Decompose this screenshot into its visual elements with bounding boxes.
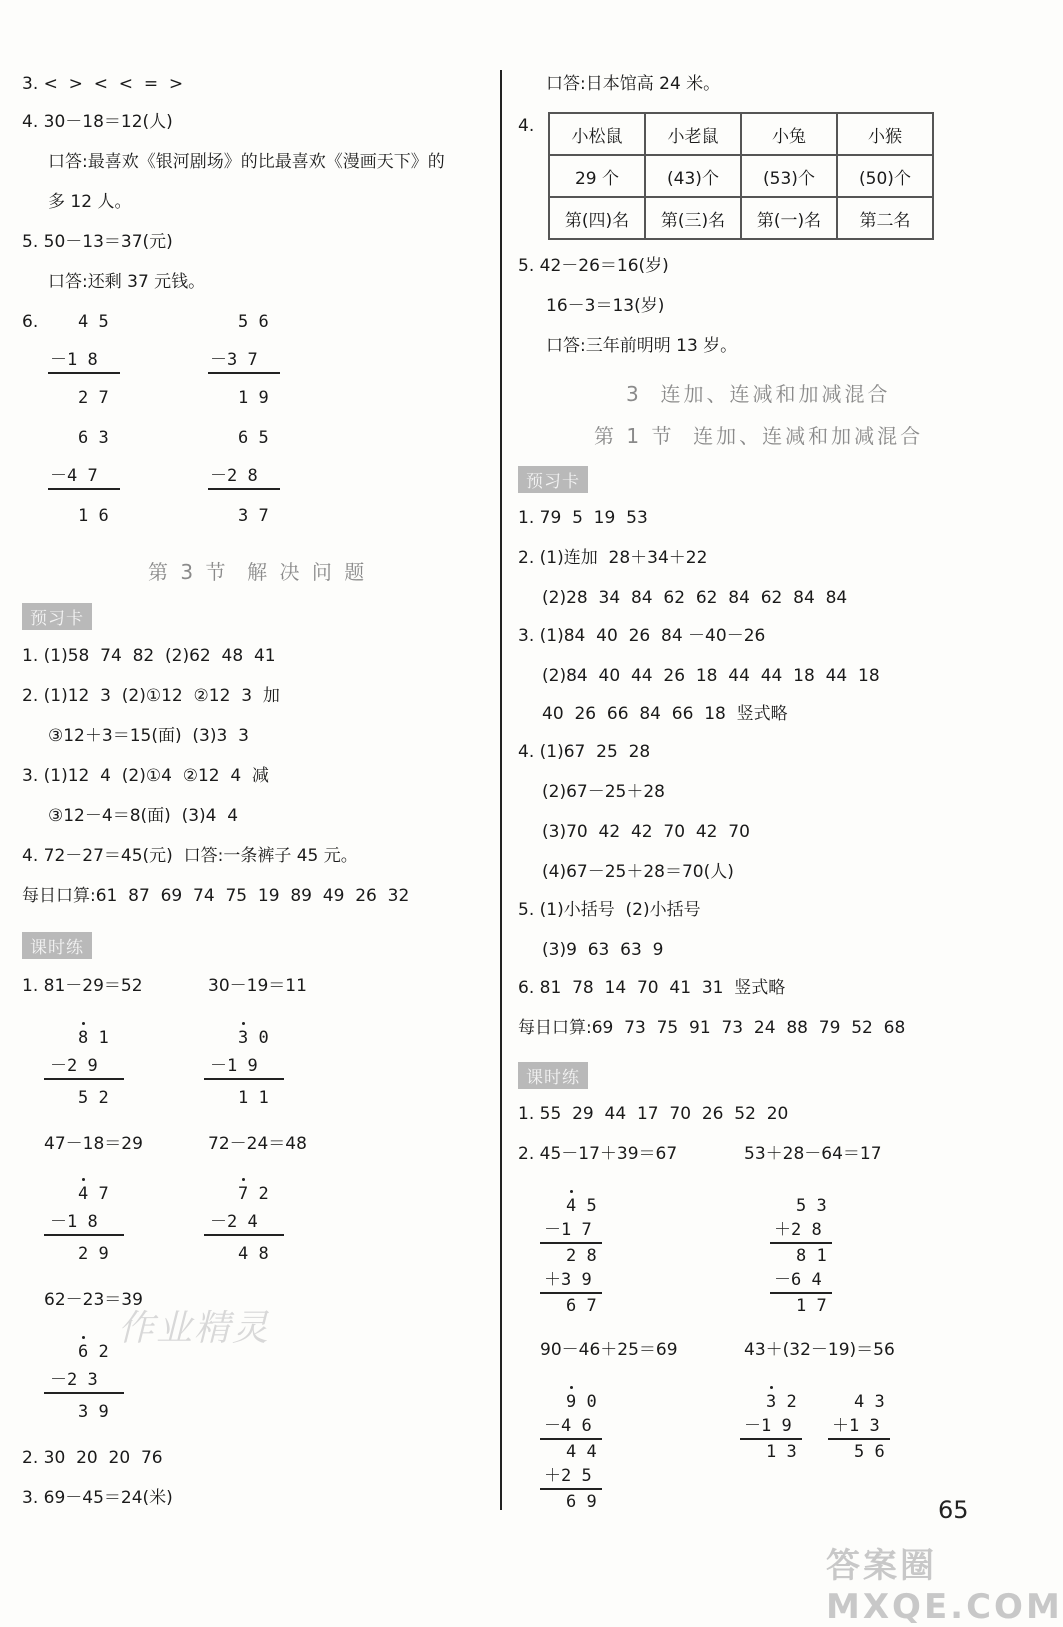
calc-rule: [770, 1242, 832, 1244]
calc-rule: [44, 1234, 124, 1236]
lesson-practice-badge: 课时练: [518, 1062, 588, 1089]
calc-line: 3 0: [238, 1028, 269, 1048]
calc-line: ＋3 9: [544, 1270, 592, 1290]
section-title: 第 3 节 解 决 问 题: [148, 560, 368, 584]
borrow-dot: [570, 1386, 573, 1389]
left-p1: 1. (1)58 74 82 (2)62 48 41: [22, 646, 276, 666]
chapter-title: 3 连加、连减和加减混合: [626, 382, 891, 406]
calc-rule: [828, 1438, 890, 1440]
calc-line: 5 6: [238, 312, 269, 332]
table-cell: 第(三)名: [645, 197, 741, 239]
calc-line: 4 7: [78, 1184, 109, 1204]
calc-line: 5 3: [796, 1196, 827, 1216]
table-cell: 小松鼠: [549, 113, 645, 155]
right-q5a: 5. 42－26＝16(岁): [518, 256, 669, 276]
calc-line: －6 4: [774, 1270, 822, 1290]
calc-line: 1 3: [766, 1442, 797, 1462]
calc-rule: [208, 372, 280, 374]
calc-line: 2 7: [78, 388, 109, 408]
table-cell: (53)个: [741, 155, 837, 197]
right-p4a: 4. (1)67 25 28: [518, 742, 651, 762]
left-k1b: 30－19＝11: [208, 976, 307, 996]
calc-line: 1 1: [238, 1088, 269, 1108]
left-p3b: ③12－4＝8(面) (3)4 4: [48, 806, 239, 826]
left-q5b: 口答:还剩 37 元钱。: [48, 272, 206, 292]
right-p2a: 2. (1)连加 28＋34＋22: [518, 548, 708, 568]
calc-line: 4 3: [854, 1392, 885, 1412]
table-row: [549, 197, 933, 239]
calc-rule: [740, 1438, 802, 1440]
calc-line: －1 7: [544, 1220, 592, 1240]
lesson-practice-badge: 课时练: [22, 932, 92, 959]
right-p5b: (3)9 63 63 9: [542, 940, 664, 960]
right-top: 口答:日本馆高 24 米。: [546, 74, 721, 94]
borrow-dot: [242, 1178, 245, 1181]
right-p3a: 3. (1)84 40 26 84 －40－26: [518, 626, 766, 646]
calc-line: ＋1 3: [832, 1416, 880, 1436]
right-p6: 6. 81 78 14 70 41 31 竖式略: [518, 978, 786, 998]
calc-line: 1 7: [796, 1296, 827, 1316]
left-p2b: ③12＋3＝15(面) (3)3 3: [48, 726, 249, 746]
calc-rule: [540, 1488, 602, 1490]
left-p3a: 3. (1)12 4 (2)①4 ②12 4 减: [22, 766, 270, 786]
section-title: 第 1 节 连加、连减和加减混合: [594, 424, 924, 448]
calc-line: 6 7: [566, 1296, 597, 1316]
calc-line: 4 8: [238, 1244, 269, 1264]
left-k1e: 62－23＝39: [44, 1290, 143, 1310]
calc-line: 3 7: [238, 506, 269, 526]
table-cell: 小老鼠: [645, 113, 741, 155]
left-k2: 2. 30 20 20 76: [22, 1448, 163, 1468]
right-k2d: 43＋(32－19)＝56: [744, 1340, 895, 1360]
right-k2b: 53＋28－64＝17: [744, 1144, 882, 1164]
right-p4b: (2)67－25＋28: [542, 782, 665, 802]
calc-line: ＋2 8: [774, 1220, 822, 1240]
calc-rule: [48, 488, 120, 490]
right-p3b: (2)84 40 44 26 18 44 44 18 44 18: [542, 666, 880, 686]
calc-rule: [540, 1438, 602, 1440]
borrow-dot: [242, 1022, 245, 1025]
calc-rule: [204, 1078, 284, 1080]
calc-line: 3 2: [766, 1392, 797, 1412]
watermark: 作业精灵: [118, 1308, 271, 1349]
left-k1a: 1. 81－29＝52: [22, 976, 143, 996]
calc-line: 4 5: [566, 1196, 597, 1216]
right-q4-label: 4.: [518, 116, 535, 136]
calc-rule: [540, 1292, 602, 1294]
right-k2c: 90－46＋25＝69: [540, 1340, 678, 1360]
calc-line: －4 7: [50, 466, 98, 486]
calc-line: 8 1: [78, 1028, 109, 1048]
preview-card-badge: 预习卡: [22, 603, 92, 630]
right-p4d: (4)67－25＋28＝70(人): [542, 862, 734, 882]
borrow-dot: [570, 1190, 573, 1193]
right-q5b: 16－3＝13(岁): [546, 296, 665, 316]
calc-line: 7 2: [238, 1184, 269, 1204]
table-cell: 第二名: [837, 197, 933, 239]
calc-line: 4 5: [78, 312, 109, 332]
right-p5a: 5. (1)小括号 (2)小括号: [518, 900, 701, 920]
table-row: [549, 155, 933, 197]
calc-line: －1 8: [50, 350, 98, 370]
calc-rule: [204, 1234, 284, 1236]
calc-line: －4 6: [544, 1416, 592, 1436]
calc-rule: [770, 1292, 832, 1294]
left-q3: 3. < > < < = >: [22, 74, 184, 94]
calc-rule: [540, 1242, 602, 1244]
table-cell: 第(一)名: [741, 197, 837, 239]
animal-ranking-table: [548, 112, 934, 240]
page-number: 65: [938, 1496, 969, 1524]
calc-line: －3 7: [210, 350, 258, 370]
calc-line: 6 5: [238, 428, 269, 448]
table-cell: (43)个: [645, 155, 741, 197]
calc-line: 1 6: [78, 506, 109, 526]
calc-line: 2 9: [78, 1244, 109, 1264]
table-cell: 小兔: [741, 113, 837, 155]
left-p2a: 2. (1)12 3 (2)①12 ②12 3 加: [22, 686, 280, 706]
calc-line: 9 0: [566, 1392, 597, 1412]
calc-line: 6 9: [566, 1492, 597, 1512]
borrow-dot: [82, 1336, 85, 1339]
calc-line: 1 9: [238, 388, 269, 408]
calc-line: 5 2: [78, 1088, 109, 1108]
table-cell: 29 个: [549, 155, 645, 197]
right-p3c: 40 26 66 84 66 18 竖式略: [542, 704, 788, 724]
borrow-dot: [82, 1022, 85, 1025]
calc-line: ＋2 5: [544, 1466, 592, 1486]
calc-line: －2 9: [50, 1056, 98, 1076]
left-q5a: 5. 50－13＝37(元): [22, 232, 173, 252]
calc-line: －2 8: [210, 466, 258, 486]
right-p2b: (2)28 34 84 62 62 84 62 84 84: [542, 588, 848, 608]
borrow-dot: [82, 1178, 85, 1181]
right-p4c: (3)70 42 42 70 42 70: [542, 822, 750, 842]
borrow-dot: [770, 1386, 773, 1389]
calc-rule: [208, 488, 280, 490]
column-divider: [500, 70, 502, 1510]
calc-line: 6 2: [78, 1342, 109, 1362]
site-logo: 答案圈 MXQE.COM: [826, 1546, 1063, 1627]
calc-line: －1 9: [210, 1056, 258, 1076]
calc-line: －2 3: [50, 1370, 98, 1390]
table-cell: 第(四)名: [549, 197, 645, 239]
calc-rule: [44, 1392, 124, 1394]
table-cell: (50)个: [837, 155, 933, 197]
left-q4c: 多 12 人。: [48, 192, 132, 212]
right-q5c: 口答:三年前明明 13 岁。: [546, 336, 738, 356]
left-k3: 3. 69－45＝24(米): [22, 1488, 173, 1508]
calc-line: －1 9: [744, 1416, 792, 1436]
calc-rule: [44, 1078, 124, 1080]
table-row: [549, 113, 933, 155]
right-daily: 每日口算:69 73 75 91 73 24 88 79 52 68: [518, 1018, 906, 1038]
calc-line: 5 6: [854, 1442, 885, 1462]
calc-rule: [48, 372, 120, 374]
calc-line: 8 1: [796, 1246, 827, 1266]
left-q6-label: 6.: [22, 312, 39, 332]
left-p4: 4. 72－27＝45(元) 口答:一条裤子 45 元。: [22, 846, 358, 866]
left-k1d: 72－24＝48: [208, 1134, 307, 1154]
calc-line: 3 9: [78, 1402, 109, 1422]
left-q4a: 4. 30－18＝12(人): [22, 112, 173, 132]
right-p1: 1. 79 5 19 53: [518, 508, 648, 528]
right-k1: 1. 55 29 44 17 70 26 52 20: [518, 1104, 789, 1124]
left-q4b: 口答:最喜欢《银河剧场》的比最喜欢《漫画天下》的: [48, 152, 445, 172]
left-daily: 每日口算:61 87 69 74 75 19 89 49 26 32: [22, 886, 410, 906]
calc-line: 4 4: [566, 1442, 597, 1462]
right-k2a: 2. 45－17＋39＝67: [518, 1144, 678, 1164]
calc-line: －2 4: [210, 1212, 258, 1232]
left-k1c: 47－18＝29: [44, 1134, 143, 1154]
calc-line: 2 8: [566, 1246, 597, 1266]
preview-card-badge: 预习卡: [518, 466, 588, 493]
calc-line: －1 8: [50, 1212, 98, 1232]
calc-line: 6 3: [78, 428, 109, 448]
table-cell: 小猴: [837, 113, 933, 155]
